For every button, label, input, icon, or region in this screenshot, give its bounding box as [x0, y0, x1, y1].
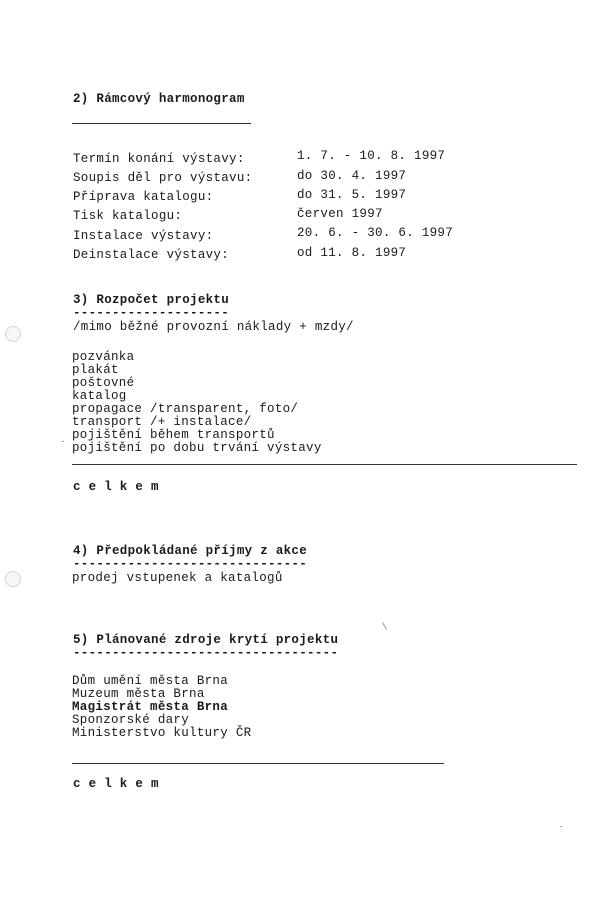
funding-total-rule — [72, 763, 444, 764]
schedule-value: do 31. 5. 1997 — [297, 188, 407, 202]
schedule-label: Termín konání výstavy: — [73, 152, 245, 166]
schedule-label: Příprava katalogu: — [73, 190, 214, 204]
section-5-dashes: ---------------------------------- — [73, 646, 339, 660]
budget-total-rule — [72, 464, 577, 465]
funding-source-bold: Magistrát města Brna — [72, 700, 229, 714]
schedule-value: 20. 6. - 30. 6. 1997 — [297, 226, 454, 240]
budget-item: pojištění po dobu trvání výstavy — [72, 441, 322, 455]
punch-hole-bottom — [5, 571, 21, 587]
budget-total-label: c e l k e m — [73, 480, 159, 494]
section-4-heading: 4) Předpokládané příjmy z akce — [73, 544, 308, 558]
schedule-label: Soupis děl pro výstavu: — [73, 171, 253, 185]
budget-item: pozvánka — [72, 350, 135, 364]
section-3-dashes: -------------------- — [73, 306, 230, 320]
schedule-label: Instalace výstavy: — [73, 229, 214, 243]
section-3-heading: 3) Rozpočet projektu — [73, 293, 230, 307]
section-5-heading: 5) Plánované zdroje krytí projektu — [73, 633, 339, 647]
schedule-value: do 30. 4. 1997 — [297, 169, 407, 183]
scan-speck — [560, 826, 562, 827]
funding-source: Muzeum města Brna — [72, 687, 205, 701]
schedule-label: Deinstalace výstavy: — [73, 248, 230, 262]
budget-item: pojištění během transportů — [72, 428, 275, 442]
budget-note: /mimo běžné provozní náklady + mzdy/ — [73, 320, 354, 334]
scan-speck — [62, 441, 64, 442]
budget-item: transport /+ instalace/ — [72, 415, 252, 429]
funding-source: Sponzorské dary — [72, 713, 190, 727]
schedule-value: 1. 7. - 10. 8. 1997 — [297, 149, 446, 163]
budget-item: propagace /transparent, foto/ — [72, 402, 299, 416]
section-2-heading: 2) Rámcový harmonogram — [73, 92, 245, 106]
section-2-underline — [72, 123, 251, 124]
funding-source: Dům umění města Brna — [72, 674, 229, 688]
income-item: prodej vstupenek a katalogů — [72, 571, 283, 585]
schedule-label: Tisk katalogu: — [73, 209, 183, 223]
budget-item: poštovné — [72, 376, 135, 390]
schedule-value: červen 1997 — [297, 207, 383, 221]
schedule-value: od 11. 8. 1997 — [297, 246, 407, 260]
punch-hole-top — [5, 326, 21, 342]
funding-total-label: c e l k e m — [73, 777, 159, 791]
scan-speck — [382, 622, 387, 629]
budget-item: plakát — [72, 363, 119, 377]
section-4-dashes: ------------------------------ — [73, 557, 308, 571]
budget-item: katalog — [72, 389, 127, 403]
funding-source: Ministerstvo kultury ČR — [72, 726, 252, 740]
